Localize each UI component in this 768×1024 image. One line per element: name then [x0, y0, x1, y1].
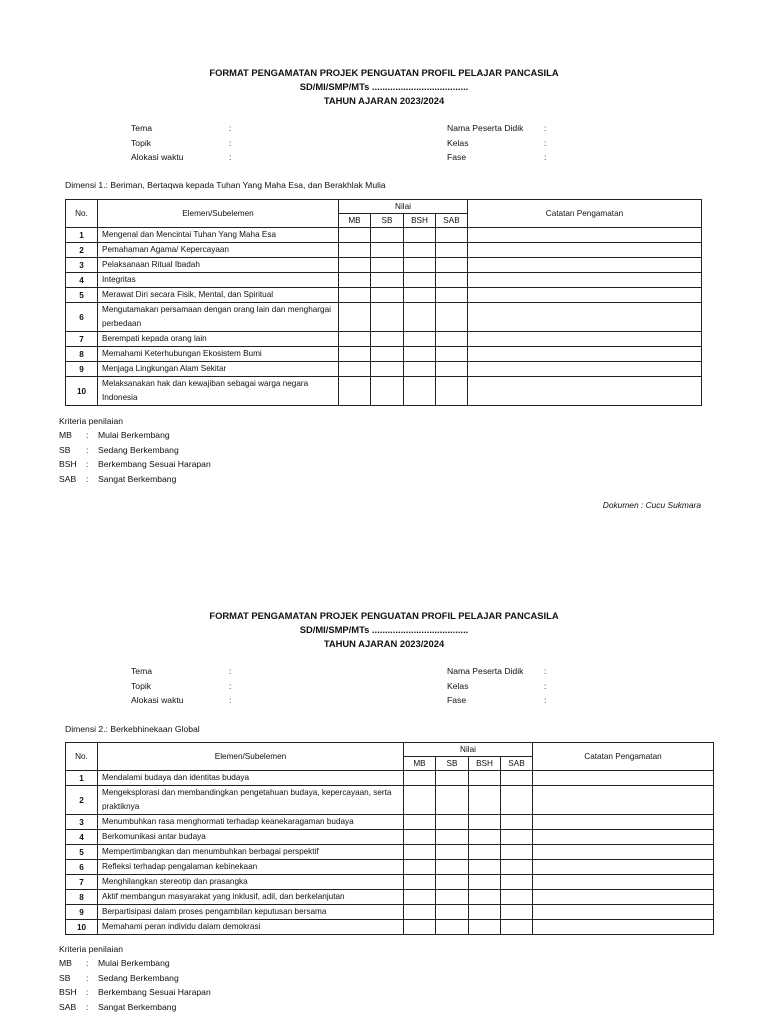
row-element: Memahami peran individu dalam demokrasi — [98, 920, 404, 935]
criteria-text: Berkembang Sesuai Harapan — [98, 987, 211, 998]
row-element: Pelaksanaan Ritual Ibadah — [98, 258, 339, 273]
bsh-cell[interactable] — [469, 771, 501, 786]
header-element: Elemen/Subelemen — [98, 200, 339, 228]
row-element: Mengeksplorasi dan membandingkan pengetahuan budaya, kepercayaan, serta praktiknya — [98, 786, 404, 815]
table-row — [66, 920, 714, 935]
table-row — [66, 243, 702, 258]
row-number: 10 — [66, 377, 98, 406]
table-row — [66, 830, 714, 845]
criteria-text: Sangat Berkembang — [98, 1001, 177, 1012]
tema-label: Tema — [131, 666, 153, 676]
row-number: 7 — [66, 875, 98, 890]
sab-cell[interactable] — [501, 905, 533, 920]
tema-colon: : — [229, 666, 232, 676]
tema-label: Tema — [131, 123, 153, 133]
table-row — [66, 771, 714, 786]
notes-cell[interactable] — [533, 860, 714, 875]
fase-label: Fase — [447, 152, 467, 162]
sb-cell[interactable] — [436, 771, 469, 786]
fase-colon: : — [544, 152, 547, 162]
row-element: Melaksanakan hak dan kewajiban sebagai warga negara Indonesia — [98, 377, 339, 406]
row-element: Mengutamakan persamaan dengan orang lain dan menghargai perbedaan — [98, 303, 339, 332]
table-row — [66, 905, 714, 920]
bsh-cell[interactable] — [469, 890, 501, 905]
sab-cell[interactable] — [436, 332, 468, 347]
criteria-colon: : — [86, 987, 89, 998]
bsh-cell[interactable] — [404, 273, 436, 288]
header-nilai: Nilai — [404, 743, 533, 757]
table-row — [66, 860, 714, 875]
criteria-code: SAB — [59, 1001, 77, 1012]
sheet2-criteria — [59, 942, 211, 1014]
sab-cell[interactable] — [436, 362, 468, 377]
mb-cell[interactable] — [404, 771, 436, 786]
table-row — [66, 228, 702, 243]
sheet2-meta-right — [447, 664, 554, 708]
header-element: Elemen/Subelemen — [98, 743, 404, 771]
table-row — [66, 845, 714, 860]
row-element: Mempertimbangkan dan menumbuhkan berbagai perspektif — [98, 845, 404, 860]
kelas-colon: : — [544, 137, 547, 148]
notes-cell[interactable] — [468, 273, 702, 288]
bsh-cell[interactable] — [404, 258, 436, 273]
notes-cell[interactable] — [533, 905, 714, 920]
table-row — [66, 890, 714, 905]
kelas-colon: : — [544, 680, 547, 691]
notes-cell[interactable] — [533, 890, 714, 905]
row-number: 1 — [66, 228, 98, 243]
notes-cell[interactable] — [533, 786, 714, 815]
mb-cell[interactable] — [404, 786, 436, 815]
table-row — [66, 362, 702, 377]
criteria-text: Mulai Berkembang — [98, 430, 170, 441]
document-credit: Dokumen : Cucu Sukmara — [602, 500, 701, 510]
sb-cell[interactable] — [371, 303, 404, 332]
row-element: Menjaga Lingkungan Alam Sekitar — [98, 362, 339, 377]
criteria-text: Mulai Berkembang — [98, 958, 170, 969]
fase-label: Fase — [447, 695, 467, 705]
nama-peserta-colon: : — [544, 123, 547, 133]
row-element: Mendalami budaya dan identitas budaya — [98, 771, 404, 786]
bsh-cell[interactable] — [469, 860, 501, 875]
header-no: No. — [66, 200, 98, 228]
sab-cell[interactable] — [436, 258, 468, 273]
sab-cell[interactable] — [436, 377, 468, 406]
sb-cell[interactable] — [371, 258, 404, 273]
table-row — [66, 303, 702, 332]
bsh-cell[interactable] — [404, 347, 436, 362]
bsh-cell[interactable] — [404, 303, 436, 332]
notes-cell[interactable] — [468, 377, 702, 406]
row-number: 6 — [66, 303, 98, 332]
header-catatan: Catatan Pengamatan — [468, 200, 702, 228]
bsh-cell[interactable] — [469, 786, 501, 815]
mb-cell[interactable] — [339, 228, 371, 243]
sab-cell[interactable] — [436, 347, 468, 362]
tema-colon: : — [229, 123, 232, 133]
criteria-code: MB — [59, 430, 72, 441]
bsh-cell[interactable] — [469, 815, 501, 830]
row-element: Menghilangkan stereotip dan prasangka — [98, 875, 404, 890]
notes-cell[interactable] — [533, 815, 714, 830]
header-mb: MB — [339, 214, 371, 228]
criteria-code: SB — [59, 444, 71, 455]
sab-cell[interactable] — [501, 890, 533, 905]
notes-cell[interactable] — [533, 830, 714, 845]
sb-cell[interactable] — [371, 243, 404, 258]
mb-cell[interactable] — [339, 362, 371, 377]
bsh-cell[interactable] — [469, 830, 501, 845]
criteria-text: Sedang Berkembang — [98, 444, 179, 455]
criteria-colon: : — [86, 444, 89, 455]
criteria-colon: : — [86, 958, 89, 969]
criteria-title: Kriteria penilaian — [59, 416, 124, 426]
nama-peserta-label: Nama Peserta Didik — [447, 666, 524, 676]
sb-cell[interactable] — [436, 830, 469, 845]
sab-cell[interactable] — [501, 786, 533, 815]
mb-cell[interactable] — [404, 815, 436, 830]
bsh-cell[interactable] — [469, 920, 501, 935]
row-element: Memahami Keterhubungan Ekosistem Bumi — [98, 347, 339, 362]
row-number: 6 — [66, 860, 98, 875]
row-number: 4 — [66, 830, 98, 845]
sab-cell[interactable] — [501, 920, 533, 935]
criteria-colon: : — [86, 972, 89, 983]
sab-cell[interactable] — [501, 875, 533, 890]
sb-cell[interactable] — [436, 890, 469, 905]
header-sab: SAB — [436, 214, 468, 228]
header-sb: SB — [436, 757, 469, 771]
bsh-cell[interactable] — [469, 875, 501, 890]
row-element: Menumbuhkan rasa menghormati terhadap keanekaragaman budaya — [98, 815, 404, 830]
criteria-text: Sedang Berkembang — [98, 972, 179, 983]
header-nilai: Nilai — [339, 200, 468, 214]
header-sb: SB — [371, 214, 404, 228]
notes-cell[interactable] — [468, 288, 702, 303]
row-number: 8 — [66, 347, 98, 362]
notes-cell[interactable] — [468, 347, 702, 362]
sheet1-criteria — [59, 414, 211, 486]
sab-cell[interactable] — [501, 860, 533, 875]
criteria-colon: : — [86, 459, 89, 470]
sb-cell[interactable] — [436, 905, 469, 920]
table-row — [66, 258, 702, 273]
criteria-code: MB — [59, 958, 72, 969]
row-number: 10 — [66, 920, 98, 935]
row-number: 1 — [66, 771, 98, 786]
notes-cell[interactable] — [533, 875, 714, 890]
sb-cell[interactable] — [371, 377, 404, 406]
sb-cell[interactable] — [436, 786, 469, 815]
notes-cell[interactable] — [468, 303, 702, 332]
notes-cell[interactable] — [533, 920, 714, 935]
bsh-cell[interactable] — [404, 243, 436, 258]
mb-cell[interactable] — [339, 303, 371, 332]
mb-cell[interactable] — [339, 377, 371, 406]
row-element: Integritas — [98, 273, 339, 288]
notes-cell[interactable] — [468, 243, 702, 258]
sab-cell[interactable] — [436, 273, 468, 288]
header-catatan: Catatan Pengamatan — [533, 743, 714, 771]
topik-colon: : — [229, 680, 232, 691]
header-bsh: BSH — [404, 214, 436, 228]
nama-peserta-colon: : — [544, 666, 547, 676]
notes-cell[interactable] — [533, 845, 714, 860]
bsh-cell[interactable] — [404, 377, 436, 406]
sheet2-title-line2: SD/MI/SMP/MTs ..................................... — [299, 624, 469, 635]
sheet2-title — [0, 609, 768, 651]
notes-cell[interactable] — [468, 332, 702, 347]
row-number: 2 — [66, 243, 98, 258]
sheet1-title — [0, 66, 768, 108]
table-row — [66, 377, 702, 406]
row-number: 7 — [66, 332, 98, 347]
bsh-cell[interactable] — [404, 332, 436, 347]
row-element: Berempati kepada orang lain — [98, 332, 339, 347]
sheet1-title-line3: TAHUN AJARAN 2023/2024 — [323, 95, 445, 106]
notes-cell[interactable] — [468, 362, 702, 377]
topik-label: Topik — [131, 137, 152, 148]
alokasi-waktu-colon: : — [229, 695, 232, 705]
kelas-label: Kelas — [447, 137, 469, 148]
sb-cell[interactable] — [436, 860, 469, 875]
notes-cell[interactable] — [468, 258, 702, 273]
sheet1-observation-table — [65, 199, 702, 406]
sb-cell[interactable] — [371, 228, 404, 243]
sab-cell[interactable] — [501, 830, 533, 845]
bsh-cell[interactable] — [469, 905, 501, 920]
mb-cell[interactable] — [404, 905, 436, 920]
row-element: Aktif membangun masyarakat yang inklusif, adil, dan berkelanjutan — [98, 890, 404, 905]
notes-cell[interactable] — [533, 771, 714, 786]
sheet2-title-line3: TAHUN AJARAN 2023/2024 — [323, 638, 445, 649]
criteria-code: SAB — [59, 473, 77, 484]
kelas-label: Kelas — [447, 680, 469, 691]
sb-cell[interactable] — [371, 273, 404, 288]
header-mb: MB — [404, 757, 436, 771]
criteria-code: BSH — [59, 987, 77, 998]
row-element: Mengenal dan Mencintai Tuhan Yang Maha Esa — [98, 228, 339, 243]
mb-cell[interactable] — [339, 273, 371, 288]
sheet1-title-line1: FORMAT PENGAMATAN PROJEK PENGUATAN PROFIL PELAJAR PANCASILA — [209, 67, 559, 78]
sheet2-dimension: Dimensi 2.: Berkebhinekaan Global — [65, 724, 200, 734]
sab-cell[interactable] — [436, 228, 468, 243]
criteria-code: BSH — [59, 459, 77, 470]
sheet1-meta-right — [447, 121, 554, 165]
alokasi-waktu-colon: : — [229, 152, 232, 162]
table-row — [66, 273, 702, 288]
fase-colon: : — [544, 695, 547, 705]
mb-cell[interactable] — [339, 243, 371, 258]
sab-cell[interactable] — [501, 815, 533, 830]
criteria-text: Berkembang Sesuai Harapan — [98, 459, 211, 470]
sab-cell[interactable] — [501, 771, 533, 786]
row-number: 3 — [66, 815, 98, 830]
mb-cell[interactable] — [404, 845, 436, 860]
sb-cell[interactable] — [436, 920, 469, 935]
mb-cell[interactable] — [339, 347, 371, 362]
row-number: 8 — [66, 890, 98, 905]
row-number: 4 — [66, 273, 98, 288]
mb-cell[interactable] — [404, 890, 436, 905]
criteria-text: Sangat Berkembang — [98, 473, 177, 484]
sb-cell[interactable] — [371, 288, 404, 303]
row-number: 2 — [66, 786, 98, 815]
topik-colon: : — [229, 137, 232, 148]
mb-cell[interactable] — [339, 258, 371, 273]
notes-cell[interactable] — [468, 228, 702, 243]
row-number: 3 — [66, 258, 98, 273]
mb-cell[interactable] — [339, 332, 371, 347]
sab-cell[interactable] — [436, 243, 468, 258]
mb-cell[interactable] — [339, 288, 371, 303]
mb-cell[interactable] — [404, 875, 436, 890]
mb-cell[interactable] — [404, 920, 436, 935]
row-element: Refleksi terhadap pengalaman kebinekaan — [98, 860, 404, 875]
sab-cell[interactable] — [436, 288, 468, 303]
table-row — [66, 815, 714, 830]
criteria-colon: : — [86, 1001, 89, 1012]
sheet2-observation-table — [65, 742, 714, 935]
alokasi-waktu-label: Alokasi waktu — [131, 695, 184, 705]
row-number: 5 — [66, 288, 98, 303]
bsh-cell[interactable] — [404, 362, 436, 377]
criteria-code: SB — [59, 972, 71, 983]
header-sab: SAB — [501, 757, 533, 771]
sab-cell[interactable] — [436, 303, 468, 332]
sheet1-title-line2: SD/MI/SMP/MTs ..................................... — [299, 81, 469, 92]
criteria-title: Kriteria penilaian — [59, 944, 124, 954]
table-row — [66, 332, 702, 347]
header-no: No. — [66, 743, 98, 771]
sb-cell[interactable] — [436, 815, 469, 830]
sb-cell[interactable] — [436, 845, 469, 860]
row-element: Berpartisipasi dalam proses pengambilan keputusan bersama — [98, 905, 404, 920]
sheet1-dimension: Dimensi 1.: Beriman, Bertaqwa kepada Tuhan Yang Maha Esa, dan Berakhlak Mulia — [65, 180, 386, 190]
row-number: 9 — [66, 362, 98, 377]
table-row — [66, 875, 714, 890]
sb-cell[interactable] — [436, 875, 469, 890]
row-element: Pemahaman Agama/ Kepercayaan — [98, 243, 339, 258]
sb-cell[interactable] — [371, 362, 404, 377]
table-row — [66, 347, 702, 362]
sheet2-title-line1: FORMAT PENGAMATAN PROJEK PENGUATAN PROFIL PELAJAR PANCASILA — [209, 610, 559, 621]
row-number: 5 — [66, 845, 98, 860]
nama-peserta-label: Nama Peserta Didik — [447, 123, 524, 133]
table-row — [66, 786, 714, 815]
sheet2-meta-left — [131, 664, 239, 708]
sb-cell[interactable] — [371, 347, 404, 362]
row-number: 9 — [66, 905, 98, 920]
table-row — [66, 288, 702, 303]
sab-cell[interactable] — [501, 845, 533, 860]
bsh-cell[interactable] — [404, 288, 436, 303]
row-element: Merawat Diri secara Fisik, Mental, dan Spiritual — [98, 288, 339, 303]
sb-cell[interactable] — [371, 332, 404, 347]
header-bsh: BSH — [469, 757, 501, 771]
sheet1-meta-left — [131, 121, 239, 165]
criteria-colon: : — [86, 430, 89, 441]
bsh-cell[interactable] — [469, 845, 501, 860]
mb-cell[interactable] — [404, 830, 436, 845]
mb-cell[interactable] — [404, 860, 436, 875]
row-element: Berkomunikasi antar budaya — [98, 830, 404, 845]
bsh-cell[interactable] — [404, 228, 436, 243]
alokasi-waktu-label: Alokasi waktu — [131, 152, 184, 162]
topik-label: Topik — [131, 680, 152, 691]
criteria-colon: : — [86, 473, 89, 484]
